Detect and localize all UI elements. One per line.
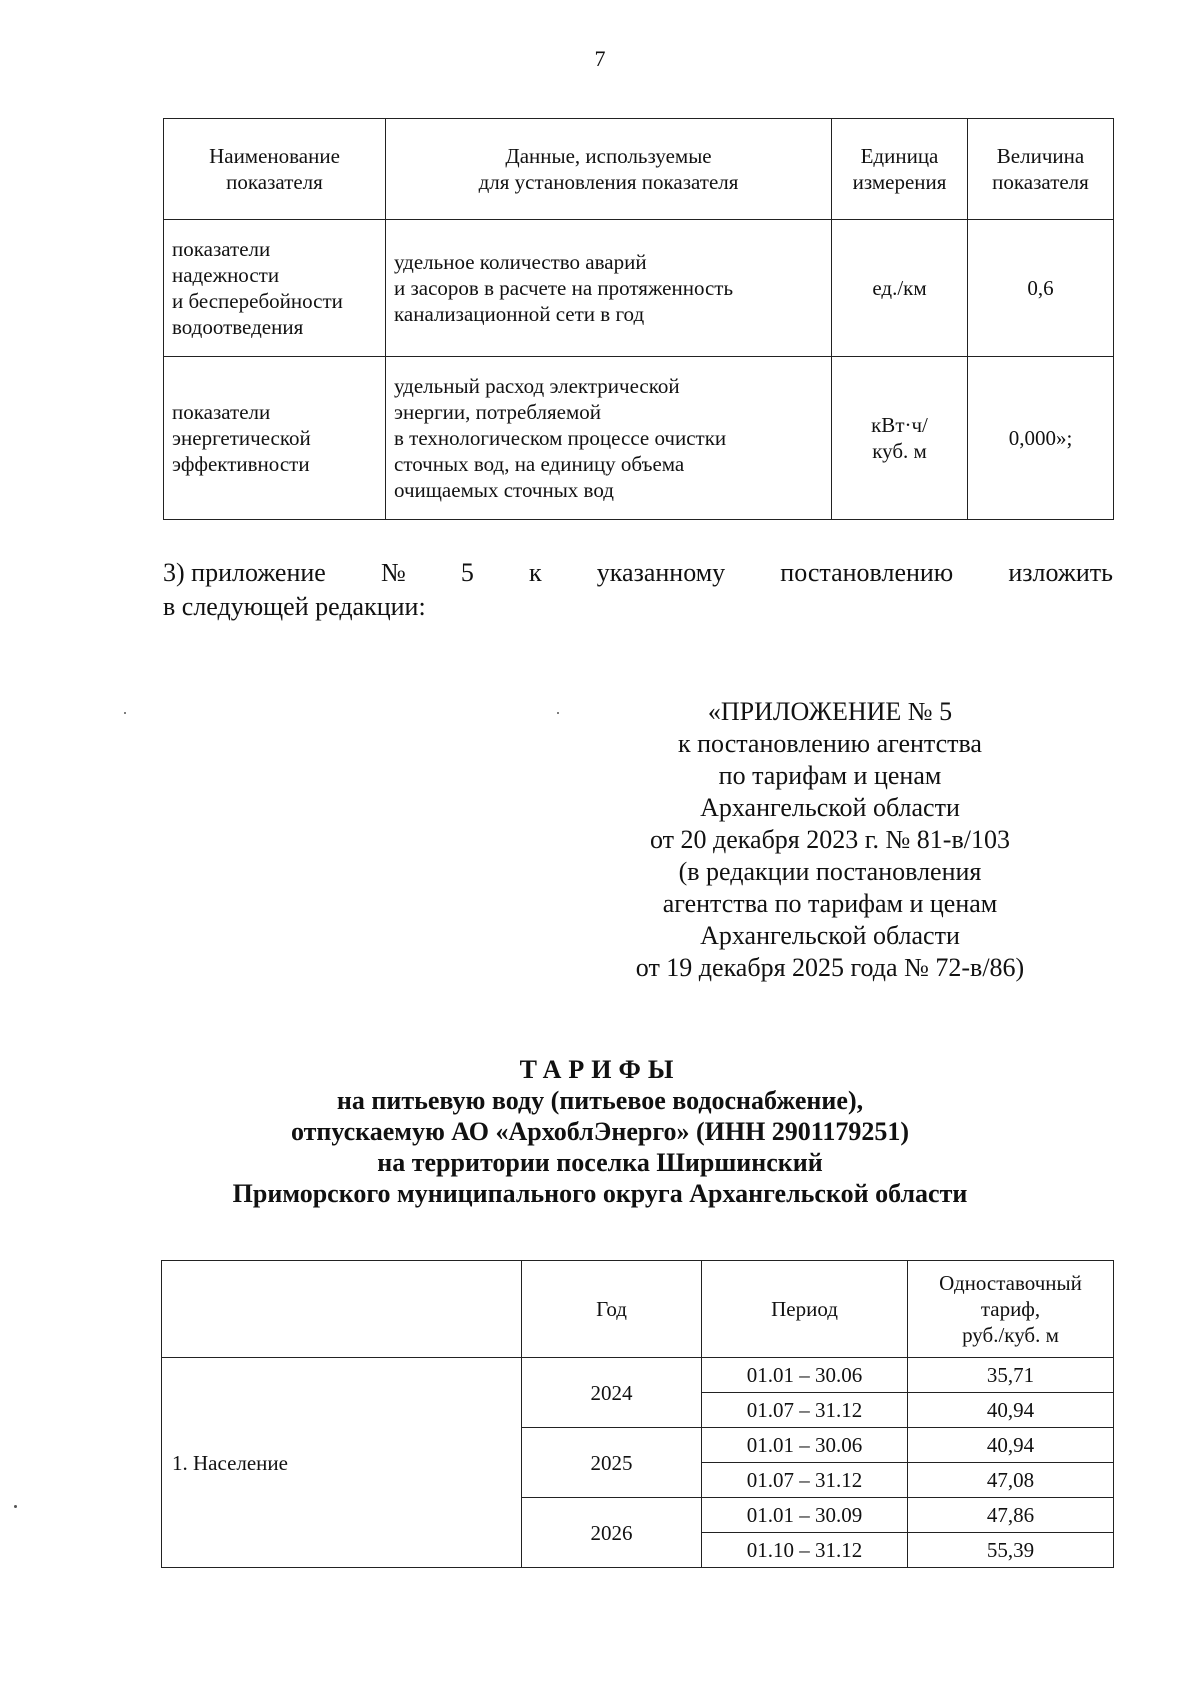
indicators-table [163,118,1114,520]
tariffs-title: ТАРИФЫ [519,1055,681,1084]
header-tariff: Одноставочный тариф, руб./куб. м [908,1261,1114,1358]
tariffs-header-row [162,1261,1114,1358]
table-row [162,1358,1114,1393]
indicator-value-cell: 0,6 [968,220,1114,357]
indicator-name-cell: показатели надежности и бесперебойности водоотведения [164,220,386,357]
period-cell: 01.01 – 30.09 [702,1498,908,1533]
appendix-line: Архангельской области [700,921,960,950]
tariffs-table [161,1260,1114,1568]
appendix-line: по тарифам и ценам [718,761,942,790]
year-cell: 2026 [522,1498,702,1568]
period-cell: 01.10 – 31.12 [702,1533,908,1568]
amendment-clause [163,556,1113,624]
tariff-value-cell: 47,08 [908,1463,1114,1498]
tariffs-subtitle-line: Приморского муниципального округа Архангельской области [232,1179,968,1208]
consumer-group-cell: 1. Население [162,1358,522,1568]
period-cell: 01.07 – 31.12 [702,1393,908,1428]
tariff-value-cell: 47,86 [908,1498,1114,1533]
year-cell: 2024 [522,1358,702,1428]
appendix-line: (в редакции постановления [678,857,982,886]
amendment-line-1: 3) приложение № 5 к указанному постановлению изложить [163,558,1113,587]
indicators-row-energy [164,357,1114,520]
amendment-line-2: в следующей редакции: [163,592,426,621]
appendix-line: агентства по тарифам и ценам [662,889,998,918]
indicator-data-cell: удельный расход электрической энергии, потребляемой в технологическом процессе очистки сточных вод, на единицу объема очищаемых сточных вод [386,357,832,520]
year-cell: 2025 [522,1428,702,1498]
period-cell: 01.01 – 30.06 [702,1428,908,1463]
indicator-unit-cell: кВт·ч/ куб. м [832,357,968,520]
header-indicator-name: Наименование показателя [164,119,386,220]
header-blank [162,1261,522,1358]
scan-speck [14,1505,17,1508]
page-number: 7 [594,46,606,71]
header-source-data: Данные, используемые для установления показателя [386,119,832,220]
appendix-line: «ПРИЛОЖЕНИЕ № 5 [707,697,953,726]
tariff-value-cell: 35,71 [908,1358,1114,1393]
indicators-header-row [164,119,1114,220]
header-period: Период [702,1261,908,1358]
appendix-line: от 20 декабря 2023 г. № 81-в/103 [650,825,1010,854]
tariffs-title-block [100,1054,1100,1209]
appendix-line: к постановлению агентства [678,729,982,758]
tariff-value-cell: 40,94 [908,1428,1114,1463]
header-year: Год [522,1261,702,1358]
tariffs-subtitle-line: на территории поселка Ширшинский [377,1148,823,1177]
period-cell: 01.01 – 30.06 [702,1358,908,1393]
indicator-value-cell: 0,000»; [968,357,1114,520]
scan-speck [124,712,126,714]
period-cell: 01.07 – 31.12 [702,1463,908,1498]
scan-speck [557,712,559,714]
indicator-data-cell: удельное количество аварий и засоров в расчете на протяженность канализационной сети в год [386,220,832,357]
tariffs-subtitle-line: отпускаемую АО «АрхоблЭнерго» (ИНН 2901179251) [290,1117,910,1146]
indicator-name-cell: показатели энергетической эффективности [164,357,386,520]
indicator-unit-cell: ед./км [832,220,968,357]
appendix-header [590,696,1070,984]
tariff-value-cell: 55,39 [908,1533,1114,1568]
indicators-row-reliability [164,220,1114,357]
tariff-value-cell: 40,94 [908,1393,1114,1428]
appendix-line: от 19 декабря 2025 года № 72-в/86) [635,953,1025,982]
tariffs-subtitle-line: на питьевую воду (питьевое водоснабжение), [336,1086,864,1115]
header-value: Величина показателя [968,119,1114,220]
appendix-line: Архангельской области [700,793,960,822]
header-unit: Единица измерения [832,119,968,220]
